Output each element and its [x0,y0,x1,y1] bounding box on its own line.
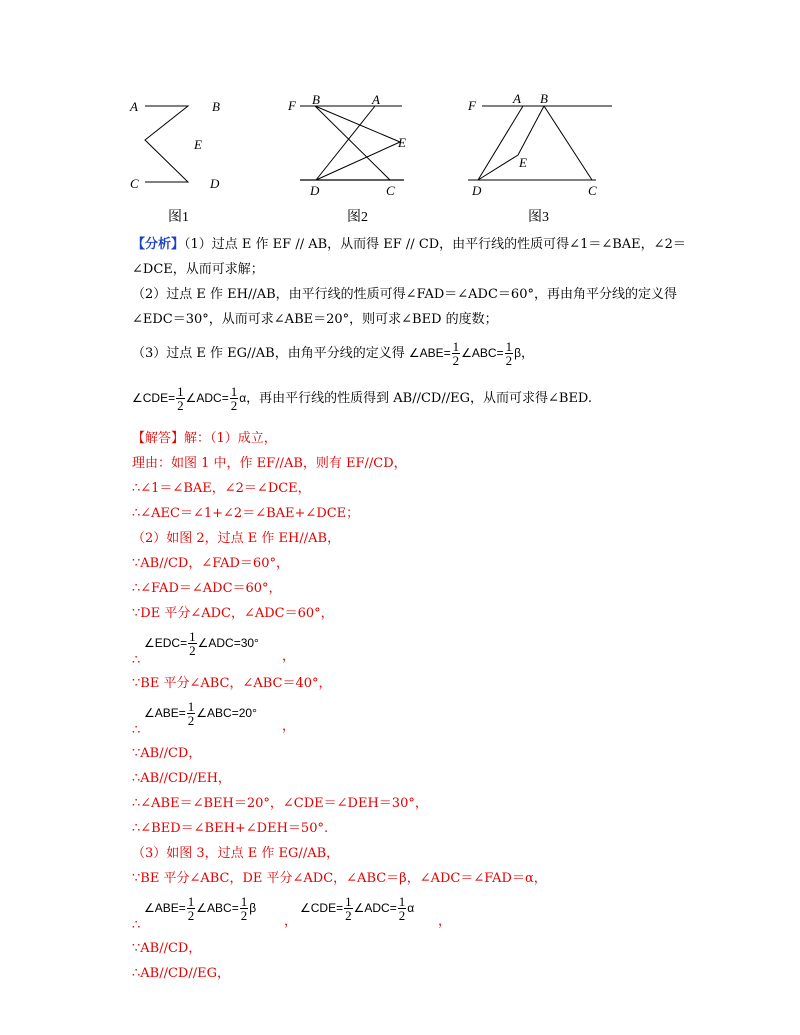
answer-line-6: ∴∠FAD＝∠ADC＝60°， [132,581,282,596]
fig1-label-e: E [194,137,202,152]
therefore-symbol: ∴ [132,723,141,738]
answer-line-7: ∵DE 平分∠ADC，∠ADC＝60°， [132,606,334,621]
fig2-label-c: C [386,183,395,198]
fig3-label-f: F [468,98,476,113]
fraction-half: $\frac{1}{2}$ [189,629,196,658]
answer-line-13: ∴∠ABE＝∠BEH＝20°，∠CDE＝∠DEH＝30°， [132,796,428,811]
analysis-line-3: （2）过点 E 作 EH//AB，由平行线的性质可得∠FAD＝∠ADC＝60°，再由角平分线的定义得 [132,287,677,302]
fraction-half: $\frac{1}{2}$ [345,894,352,923]
therefore-symbol: ∴ [132,918,141,933]
analysis-p3a: （3）过点 E 作 EG//AB，由角平分线的定义得 [132,346,405,361]
analysis-p3b: ，再由平行线的性质得到 AB//CD//EG，从而可求得∠BED. [246,391,593,406]
figures-area [120,85,620,235]
fig3-label-b: B [540,91,548,106]
analysis-line-1 [132,236,686,254]
fig2-label-a: A [372,92,380,107]
fig3-label-c: C [588,183,597,198]
math-cde-mid: ∠ADC= [185,391,229,405]
fig2-label-b: B [312,92,320,107]
analysis-line-4: ∠EDC＝30°，从而可求∠ABE＝20°，则可求∠BED 的度数； [132,312,498,327]
analysis-line-2: ∠DCE，从而可求解； [132,262,264,277]
answer-line-4: （2）如图 2，过点 E 作 EH//AB， [132,531,341,546]
math-abe-left: ∠ABE= [408,346,451,360]
fraction-half: $\frac{1}{2}$ [187,699,195,728]
answer-line-3: ∴∠AEC＝∠1+∠2＝∠BAE+∠DCE； [132,506,360,521]
fraction-half: $\frac{1}{2}$ [230,384,238,413]
fig3-caption: 图3 [528,210,549,225]
fig1-label-b: B [212,99,220,114]
math-abe-mid: ∠ABC= [461,346,504,360]
answer-line-15: （3）如图 3，过点 E 作 EG//AB， [132,846,340,861]
answer-tag: 【解答】 [132,431,185,446]
answer-line-19: ∴AB//CD//EG， [132,966,230,981]
fig1-label-a: A [130,99,138,114]
fig3-label-e: E [519,155,527,170]
geometry-figures [120,85,620,235]
answer-line-18: ∵AB//CD， [132,941,202,956]
answer-line-2: ∴∠1＝∠BAE，∠2＝∠DCE， [132,481,311,496]
fig1-caption: 图1 [168,210,189,225]
math-alpha: α [239,391,247,405]
fraction-half: $\frac{1}{2}$ [398,894,406,923]
fraction-half: $\frac{1}{2}$ [452,339,460,368]
analysis-line-6 [132,385,592,412]
fraction-half: $\frac{1}{2}$ [505,339,513,368]
answer-line-11: ∵AB//CD， [132,746,202,761]
fig2-label-e: E [398,135,406,150]
fig3-label-a: A [513,91,521,106]
figure-2 [287,92,406,225]
answer-line-1: 理由：如图 1 中，作 EF//AB，则有 EF//CD， [132,456,407,471]
math-beta: β [514,346,522,360]
therefore-symbol: ∴ [132,653,141,668]
fig1-label-d: D [210,176,220,191]
answer-line-14: ∴∠BED＝∠BEH+∠DEH＝50°. [132,821,329,836]
fraction-half: $\frac{1}{2}$ [240,894,248,923]
fig2-label-d: D [310,183,320,198]
answer-line-9: ∵BE 平分∠ABC，∠ABC＝40°， [132,676,332,691]
math-cde-left: ∠CDE= [132,391,176,405]
fig1-label-c: C [130,176,139,191]
answer-tag-rest: 解：（1）成立， [184,431,277,446]
answer-line-12: ∴AB//CD//EH， [132,771,231,786]
figure-1 [129,99,220,225]
fig3-label-d: D [472,183,482,198]
fraction-half: $\frac{1}{2}$ [187,894,195,923]
answer-line-16: ∵BE 平分∠ABC，DE 平分∠ADC，∠ABC＝β，∠ADC＝∠FAD＝α， [132,871,547,886]
fig2-label-f: F [288,98,296,113]
figure-3 [467,91,612,225]
answer-line-0 [132,430,277,448]
analysis-line-5: （3）过点 E 作 EG//AB，由角平分线的定义得 ∠ABE= $\frac{1}{2}$ ∠ABC= $\frac{1}{2}$ β， [132,339,535,368]
fraction-half: $\frac{1}{2}$ [177,384,184,413]
fig2-caption: 图2 [347,210,368,225]
analysis-p1a: （1）过点 E 作 EF // AB，从而得 EF // CD，由平行线的性质可得∠1＝∠BAE，∠2＝ [184,237,686,252]
analysis-tag: 【分析】 [132,237,185,252]
answer-line-5: ∵AB//CD，∠FAD＝60°， [132,556,289,571]
